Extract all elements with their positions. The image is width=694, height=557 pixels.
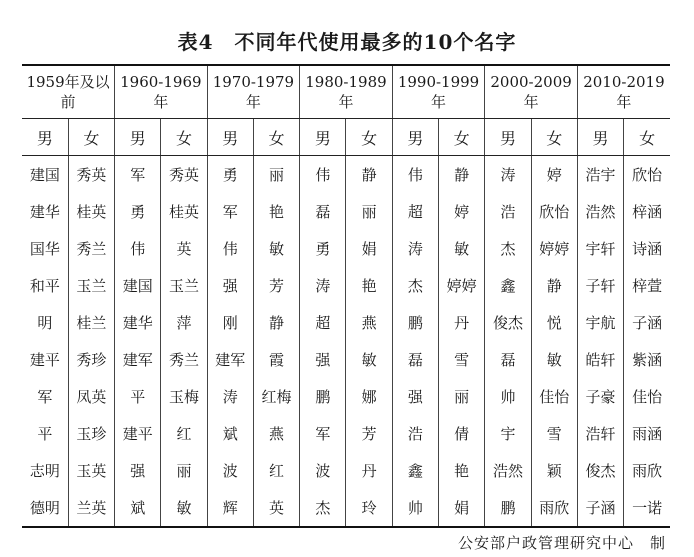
name-cell: 玉珍 <box>68 415 114 452</box>
name-cell: 磊 <box>392 341 438 378</box>
name-cell: 芳 <box>346 415 392 452</box>
decade-header: 1990-1999年 <box>392 65 485 119</box>
name-cell: 宇航 <box>577 304 623 341</box>
name-cell: 明 <box>37 314 53 332</box>
name-cell: 强 <box>115 452 161 489</box>
name-cell: 宇 <box>485 415 531 452</box>
name-cell: 秀英 <box>161 156 207 194</box>
name-cell: 静 <box>253 304 299 341</box>
sex-header-row <box>22 119 670 156</box>
name-cell: 欣怡 <box>624 156 670 194</box>
name-cell: 佳怡 <box>624 378 670 415</box>
table-body <box>22 119 670 528</box>
name-cell: 娜 <box>346 378 392 415</box>
name-cell: 浩 <box>392 415 438 452</box>
name-cell: 红 <box>161 415 207 452</box>
sex-label-female: 女 <box>161 119 207 156</box>
sex-label-female: 女 <box>439 119 485 156</box>
name-cell: 丹 <box>346 452 392 489</box>
name-cell: 建华 <box>29 203 60 221</box>
decade-header: 1980-1989年 <box>300 65 393 119</box>
sex-label-male: 男 <box>392 119 438 156</box>
name-cell: 桂英 <box>161 193 207 230</box>
source-credit: 公安部户政管理研究中心 制 <box>457 534 666 552</box>
name-cell: 秀英 <box>68 156 114 194</box>
name-cell: 勇 <box>207 156 253 194</box>
name-cell: 婷 <box>531 156 577 194</box>
name-cell: 鹏 <box>485 489 531 527</box>
name-cell: 平 <box>37 425 53 443</box>
name-cell: 波 <box>207 452 253 489</box>
table-row <box>22 156 670 194</box>
name-cell: 欣怡 <box>531 193 577 230</box>
name-cell: 军 <box>207 193 253 230</box>
name-cell: 帅 <box>392 489 438 527</box>
sex-label-male: 男 <box>207 119 253 156</box>
table-row <box>22 489 670 527</box>
name-cell: 燕 <box>346 304 392 341</box>
name-cell: 凤英 <box>68 378 114 415</box>
name-cell: 红 <box>253 452 299 489</box>
name-cell: 俊杰 <box>485 304 531 341</box>
table-row <box>22 378 670 415</box>
name-cell: 浩然 <box>577 193 623 230</box>
name-cell: 丽 <box>439 378 485 415</box>
name-cell: 桂兰 <box>68 304 114 341</box>
name-cell: 佳怡 <box>531 378 577 415</box>
table-row <box>22 267 670 304</box>
name-cell: 兰英 <box>68 489 114 527</box>
name-cell: 芳 <box>253 267 299 304</box>
name-cell: 伟 <box>300 156 346 194</box>
name-cell: 燕 <box>253 415 299 452</box>
decade-header: 1960-1969年 <box>115 65 208 119</box>
name-cell: 秀珍 <box>68 341 114 378</box>
name-cell: 伟 <box>115 230 161 267</box>
name-cell: 雨涵 <box>624 415 670 452</box>
name-cell: 俊杰 <box>577 452 623 489</box>
name-cell: 丹 <box>439 304 485 341</box>
name-cell: 辉 <box>207 489 253 527</box>
decade-header-row <box>22 65 670 119</box>
name-cell: 强 <box>392 378 438 415</box>
sex-label-male: 男 <box>300 119 346 156</box>
name-cell: 丽 <box>346 193 392 230</box>
name-cell: 桂英 <box>68 193 114 230</box>
name-cell: 德明 <box>22 489 68 527</box>
name-cell: 建国 <box>29 166 60 184</box>
name-cell: 建军 <box>207 341 253 378</box>
name-cell: 勇 <box>115 193 161 230</box>
sex-label-male: 男 <box>22 119 68 156</box>
name-cell: 军 <box>115 156 161 194</box>
name-cell: 梓萱 <box>624 267 670 304</box>
name-cell: 强 <box>207 267 253 304</box>
name-cell: 军 <box>37 388 53 406</box>
name-cell: 浩 <box>485 193 531 230</box>
name-cell: 鑫 <box>485 267 531 304</box>
table-row <box>22 304 670 341</box>
name-cell: 雪 <box>439 341 485 378</box>
name-cell: 浩然 <box>485 452 531 489</box>
decade-header: 2000-2009年 <box>485 65 578 119</box>
name-cell: 婷婷 <box>531 230 577 267</box>
name-cell: 子豪 <box>577 378 623 415</box>
name-cell: 平 <box>115 378 161 415</box>
name-cell: 超 <box>300 304 346 341</box>
name-cell: 诗涵 <box>624 230 670 267</box>
name-cell: 玉英 <box>68 452 114 489</box>
names-table <box>22 64 670 528</box>
table-row <box>22 230 670 267</box>
name-cell: 娟 <box>439 489 485 527</box>
table-row <box>22 341 670 378</box>
name-cell: 杰 <box>392 267 438 304</box>
name-cell: 静 <box>346 156 392 194</box>
table-title: 表4 不同年代使用最多的10个名字 <box>177 30 517 54</box>
name-cell: 斌 <box>115 489 161 527</box>
name-cell: 磊 <box>485 341 531 378</box>
name-cell: 艳 <box>253 193 299 230</box>
name-cell: 雪 <box>531 415 577 452</box>
name-cell: 敏 <box>346 341 392 378</box>
sex-label-female: 女 <box>624 119 670 156</box>
name-cell: 萍 <box>161 304 207 341</box>
sex-label-female: 女 <box>68 119 114 156</box>
name-cell: 霞 <box>253 341 299 378</box>
name-cell: 建国 <box>115 267 161 304</box>
sex-label-male: 男 <box>577 119 623 156</box>
name-cell: 帅 <box>485 378 531 415</box>
name-cell: 雨欣 <box>624 452 670 489</box>
sex-label-female: 女 <box>253 119 299 156</box>
name-cell: 杰 <box>485 230 531 267</box>
name-cell: 子轩 <box>577 267 623 304</box>
name-cell: 静 <box>531 267 577 304</box>
name-cell: 杰 <box>300 489 346 527</box>
name-cell: 超 <box>392 193 438 230</box>
name-cell: 玲 <box>346 489 392 527</box>
name-cell: 子涵 <box>577 489 623 527</box>
sex-label-male: 男 <box>115 119 161 156</box>
name-cell: 玉兰 <box>161 267 207 304</box>
name-cell: 婷 <box>439 193 485 230</box>
name-cell: 国华 <box>29 240 60 258</box>
name-cell: 涛 <box>207 378 253 415</box>
name-cell: 玉梅 <box>161 378 207 415</box>
table-row <box>22 415 670 452</box>
name-cell: 颖 <box>531 452 577 489</box>
name-cell: 敏 <box>253 230 299 267</box>
name-cell: 丽 <box>161 452 207 489</box>
name-cell: 军 <box>300 415 346 452</box>
name-cell: 娟 <box>346 230 392 267</box>
name-cell: 敏 <box>161 489 207 527</box>
name-cell: 艳 <box>439 452 485 489</box>
name-cell: 浩轩 <box>577 415 623 452</box>
name-cell: 婷婷 <box>439 267 485 304</box>
table-row <box>22 193 670 230</box>
name-cell: 子涵 <box>624 304 670 341</box>
table-row <box>22 452 670 489</box>
decade-header: 1959年及以前 <box>22 65 115 119</box>
name-cell: 丽 <box>253 156 299 194</box>
name-cell: 英 <box>161 230 207 267</box>
sex-label-female: 女 <box>531 119 577 156</box>
sex-label-female: 女 <box>346 119 392 156</box>
name-cell: 建平 <box>115 415 161 452</box>
name-cell: 强 <box>300 341 346 378</box>
name-cell: 和平 <box>29 277 60 295</box>
name-cell: 艳 <box>346 267 392 304</box>
name-cell: 涛 <box>392 230 438 267</box>
name-cell: 刚 <box>207 304 253 341</box>
decade-header: 2010-2019年 <box>577 65 670 119</box>
name-cell: 秀兰 <box>161 341 207 378</box>
name-cell: 鹏 <box>300 378 346 415</box>
name-cell: 建军 <box>115 341 161 378</box>
name-cell: 悦 <box>531 304 577 341</box>
name-cell: 志明 <box>29 462 60 480</box>
name-cell: 建平 <box>29 351 60 369</box>
name-cell: 宇轩 <box>577 230 623 267</box>
name-cell: 玉兰 <box>68 267 114 304</box>
name-cell: 鹏 <box>392 304 438 341</box>
name-cell: 倩 <box>439 415 485 452</box>
name-cell: 雨欣 <box>531 489 577 527</box>
name-cell: 涛 <box>300 267 346 304</box>
name-cell: 涛 <box>485 156 531 194</box>
name-cell: 敏 <box>531 341 577 378</box>
name-cell: 波 <box>300 452 346 489</box>
name-cell: 建华 <box>115 304 161 341</box>
name-cell: 浩宇 <box>577 156 623 194</box>
name-cell: 秀兰 <box>68 230 114 267</box>
name-cell: 伟 <box>392 156 438 194</box>
name-cell: 红梅 <box>253 378 299 415</box>
decade-header: 1970-1979年 <box>207 65 300 119</box>
name-cell: 皓轩 <box>577 341 623 378</box>
name-cell: 鑫 <box>392 452 438 489</box>
name-cell: 静 <box>439 156 485 194</box>
name-cell: 斌 <box>207 415 253 452</box>
name-cell: 勇 <box>300 230 346 267</box>
name-cell: 梓涵 <box>624 193 670 230</box>
name-cell: 英 <box>253 489 299 527</box>
name-cell: 一诺 <box>624 489 670 527</box>
name-cell: 磊 <box>300 193 346 230</box>
sex-label-male: 男 <box>485 119 531 156</box>
name-cell: 敏 <box>439 230 485 267</box>
name-cell: 伟 <box>207 230 253 267</box>
name-cell: 紫涵 <box>624 341 670 378</box>
